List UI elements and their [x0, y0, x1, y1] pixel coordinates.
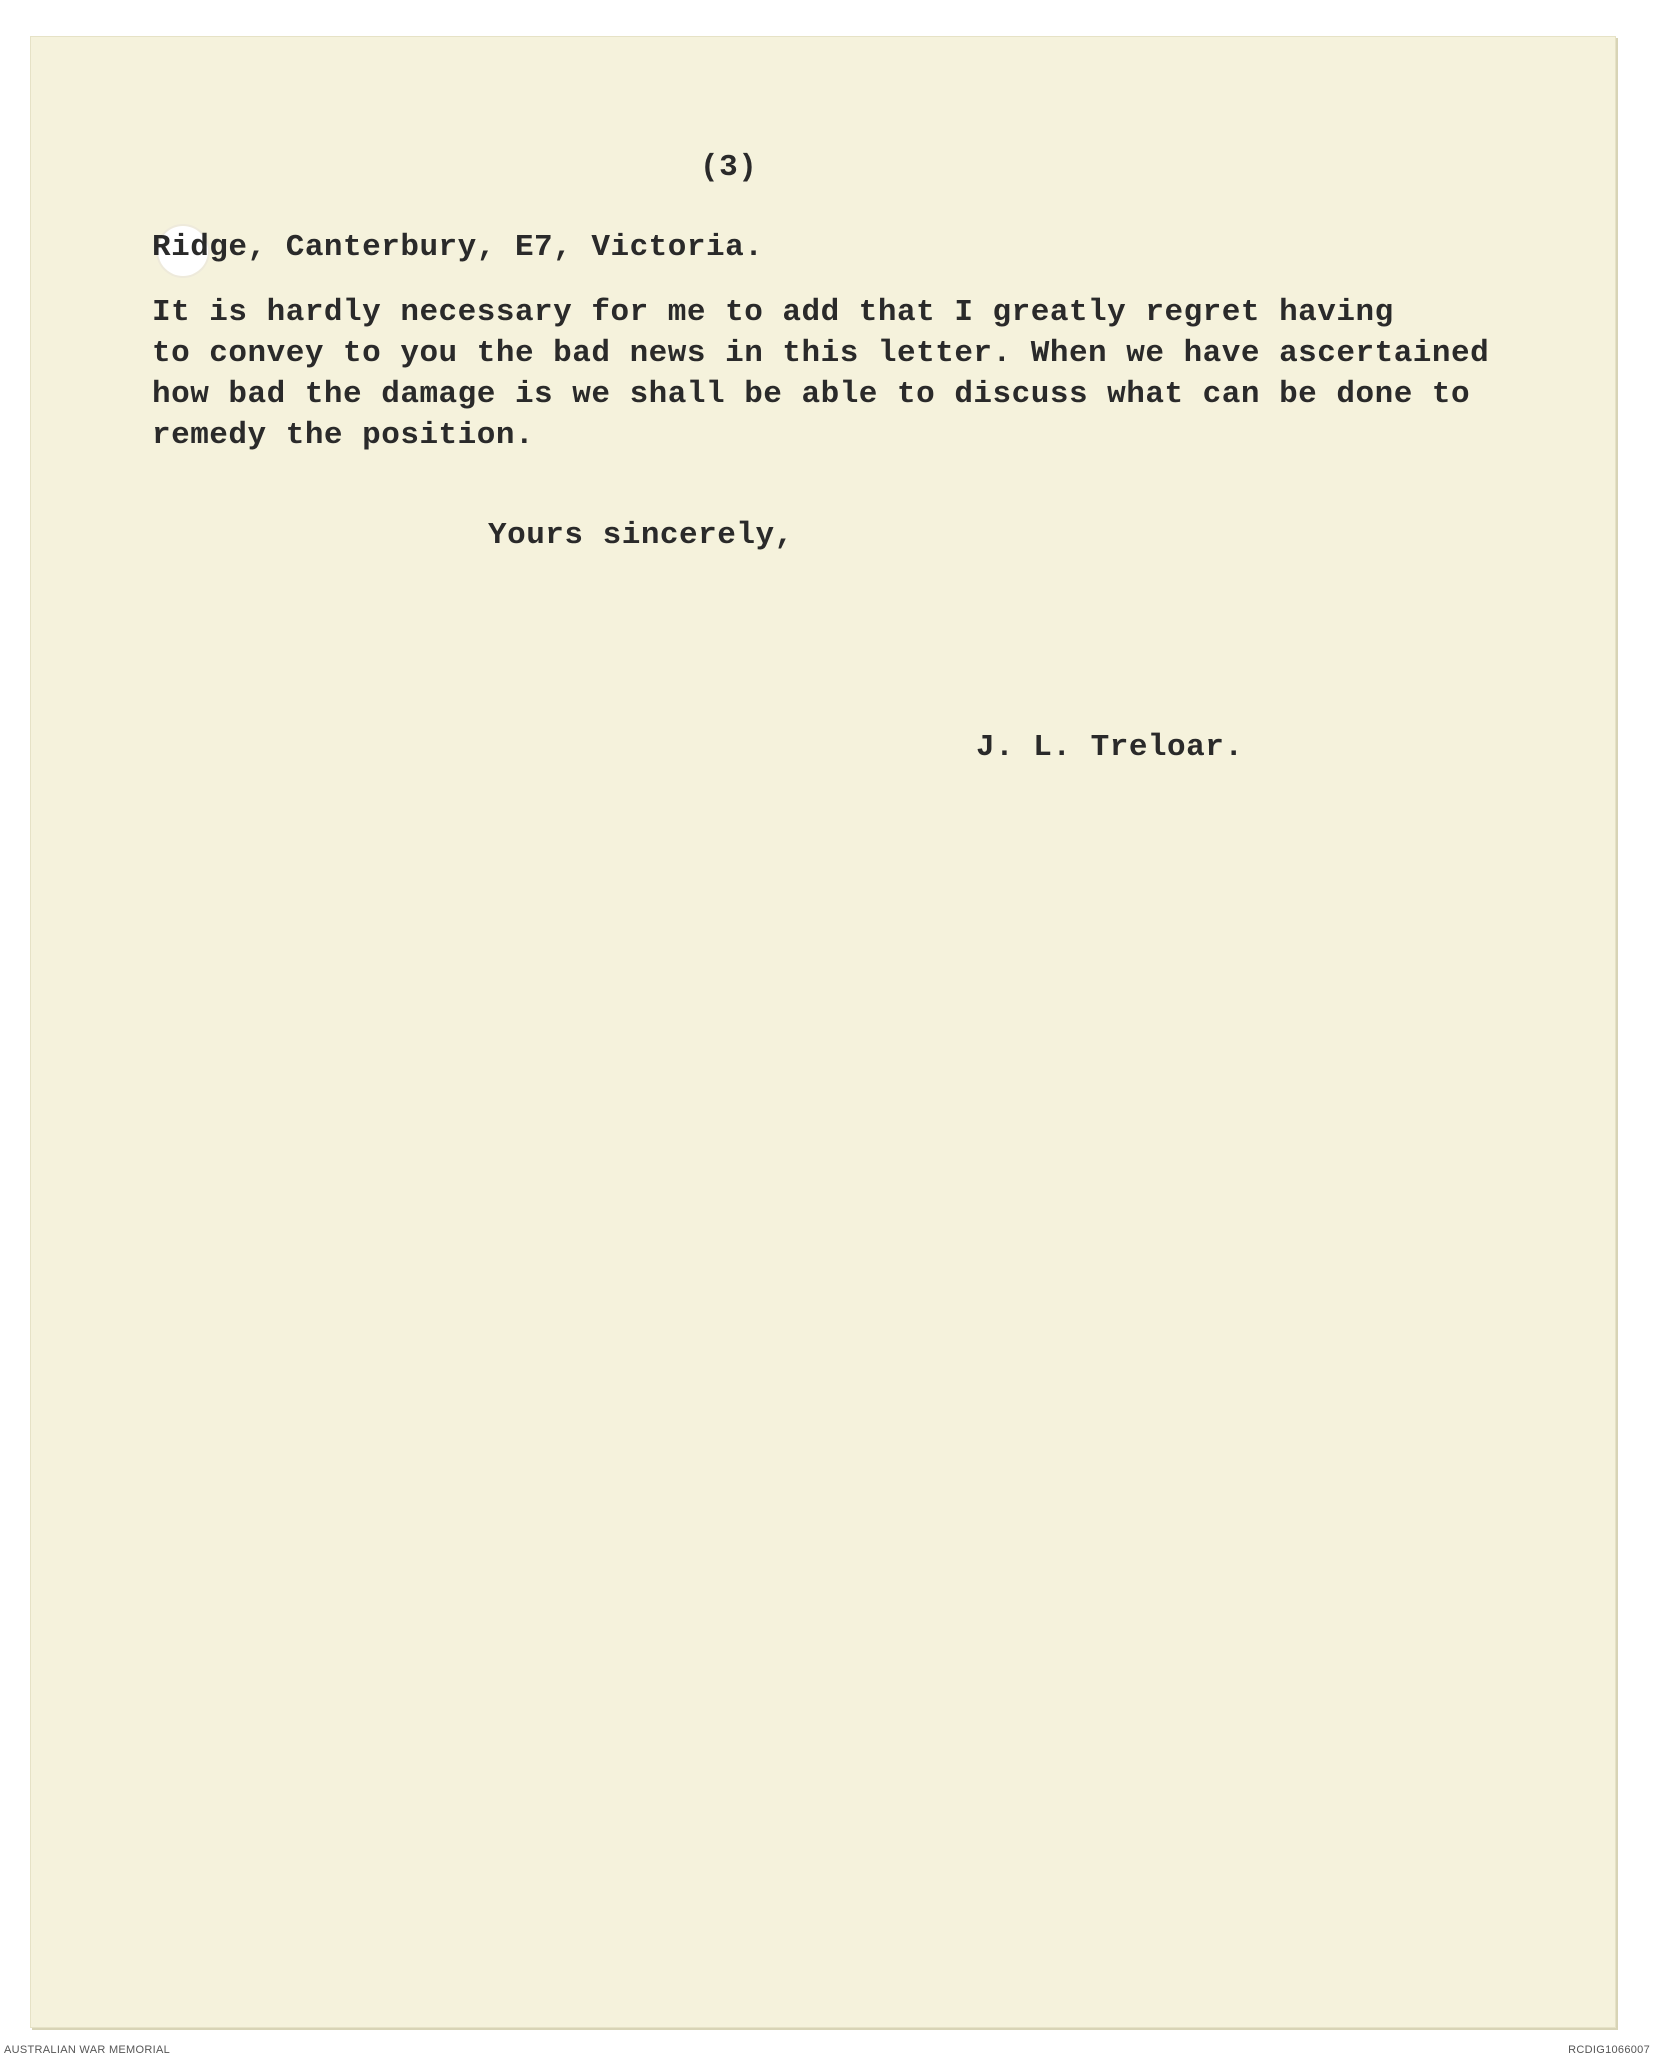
closing-salutation: Yours sincerely,: [488, 518, 794, 553]
body-paragraph: It is hardly necessary for me to add that I greatly regret having to convey to you the bad news in this letter. When we have ascertained how bad the damage is we shall be able to discuss what can be done to remedy the position.: [152, 295, 1490, 453]
document-id: RCDIG1066007: [1568, 2044, 1650, 2056]
address-line: Ridge, Canterbury, E7, Victoria.: [152, 230, 764, 265]
page-number: (3): [700, 150, 758, 185]
signature-name: J. L. Treloar.: [976, 730, 1244, 765]
archive-credit: AUSTRALIAN WAR MEMORIAL: [4, 2044, 171, 2056]
